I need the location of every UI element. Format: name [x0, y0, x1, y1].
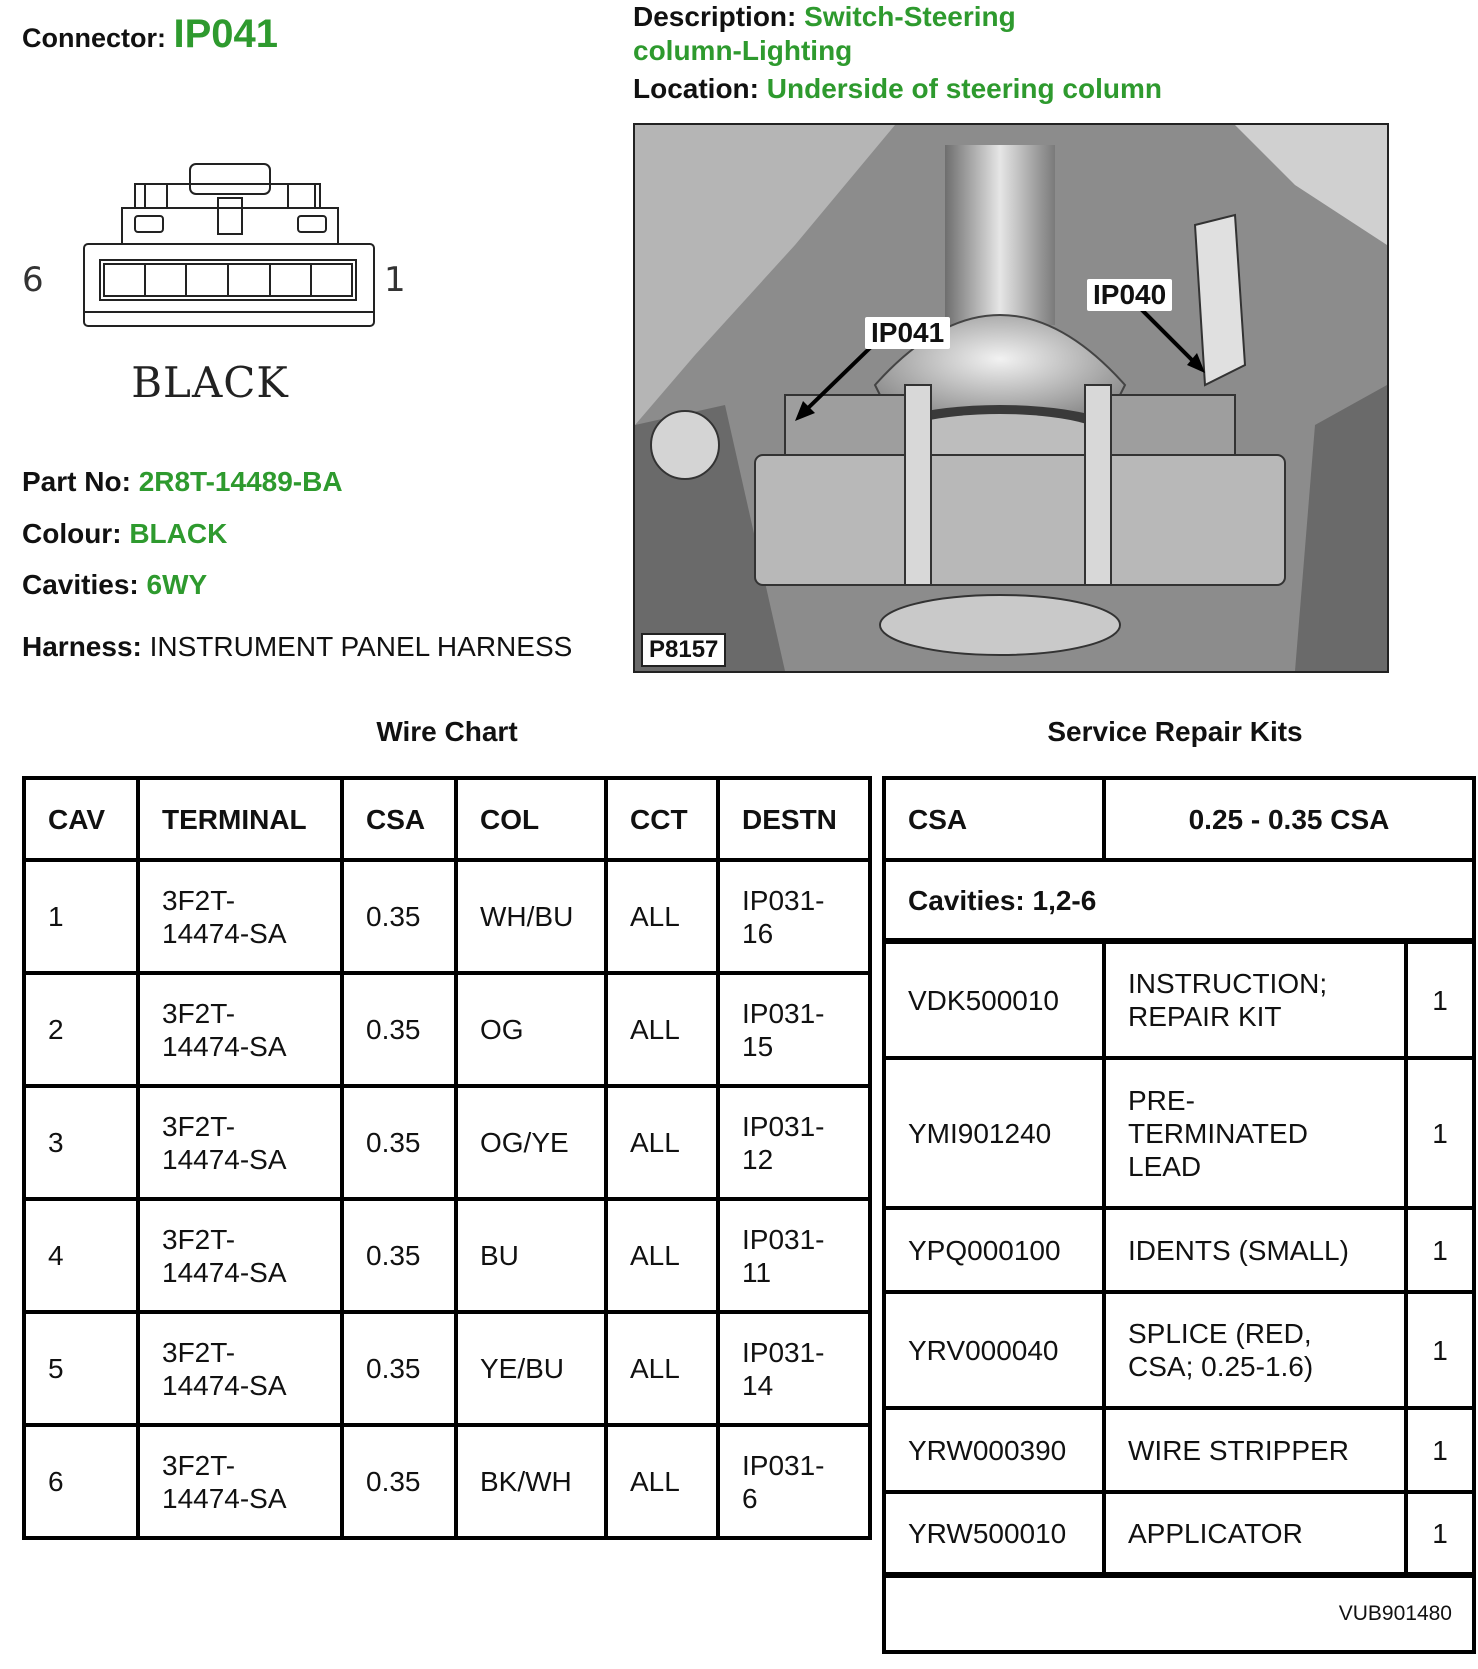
- connector-diagram: [20, 160, 406, 420]
- col-cell: BK/WH: [456, 1425, 606, 1538]
- cav-cell: 5: [24, 1312, 138, 1425]
- description-label: Description:: [633, 1, 797, 32]
- connector-id: IP041: [173, 12, 279, 56]
- cct-cell: ALL: [606, 1425, 718, 1538]
- cav-cell: 6: [24, 1425, 138, 1538]
- kit-qty: 1: [1432, 1517, 1448, 1549]
- kit-qty: 1: [1432, 1234, 1448, 1266]
- table-row: [24, 1086, 870, 1199]
- kit-code: YRW000390: [886, 1410, 1106, 1490]
- csa-cell: 0.35: [342, 860, 456, 973]
- pin-1-label: 1: [384, 260, 406, 300]
- kit-description: INSTRUCTION; REPAIR KIT: [1106, 944, 1408, 1056]
- kit-description: WIRE STRIPPER: [1106, 1410, 1408, 1490]
- part-value: 2R8T-14489-BA: [138, 466, 343, 497]
- terminal-cell: 3F2T- 14474-SA: [138, 973, 342, 1086]
- col-cell: WH/BU: [456, 860, 606, 973]
- header-destn: DESTN: [718, 778, 870, 860]
- terminal-cell: 3F2T- 14474-SA: [138, 1086, 342, 1199]
- list-item: [886, 1294, 1472, 1410]
- location-value: Underside of steering column: [766, 73, 1162, 104]
- col-cell: YE/BU: [456, 1312, 606, 1425]
- cct-cell: ALL: [606, 973, 718, 1086]
- kit-code: YMI901240: [886, 1060, 1106, 1206]
- kit-code: VDK500010: [886, 944, 1106, 1056]
- col-cell: BU: [456, 1199, 606, 1312]
- kits-csa-label: CSA: [886, 780, 1106, 858]
- destn-cell: IP031- 14: [718, 1312, 870, 1425]
- harness-value: INSTRUMENT PANEL HARNESS: [149, 631, 573, 662]
- location: [633, 73, 1162, 105]
- kit-description: IDENTS (SMALL): [1106, 1210, 1408, 1290]
- colour-value: BLACK: [129, 518, 228, 549]
- csa-cell: 0.35: [342, 1312, 456, 1425]
- destn-cell: IP031- 12: [718, 1086, 870, 1199]
- connector-color-text: BLACK: [131, 358, 289, 407]
- kit-description: SPLICE (RED, CSA; 0.25-1.6): [1106, 1294, 1408, 1406]
- table-row: [24, 1199, 870, 1312]
- header-col: COL: [456, 778, 606, 860]
- cct-cell: ALL: [606, 1199, 718, 1312]
- repair-kits-title: Service Repair Kits: [1047, 716, 1303, 747]
- photo-code: P8157: [641, 633, 726, 667]
- destn-cell: IP031- 6: [718, 1425, 870, 1538]
- list-item: [886, 1494, 1472, 1578]
- cct-cell: ALL: [606, 1312, 718, 1425]
- destn-cell: IP031- 11: [718, 1199, 870, 1312]
- wire-chart-title: Wire Chart: [376, 716, 518, 747]
- terminal-cell: 3F2T- 14474-SA: [138, 1425, 342, 1538]
- colour-label: Colour:: [22, 518, 122, 549]
- wire-chart-header-row: [24, 778, 870, 860]
- header-cav: CAV: [24, 778, 138, 860]
- connector-face-icon: [20, 160, 400, 340]
- cav-cell: 4: [24, 1199, 138, 1312]
- kit-code: YRW500010: [886, 1494, 1106, 1572]
- photo-callout-ip040: IP040: [1087, 279, 1172, 311]
- cct-cell: ALL: [606, 860, 718, 973]
- csa-cell: 0.35: [342, 1425, 456, 1538]
- terminal-cell: 3F2T- 14474-SA: [138, 1199, 342, 1312]
- table-row: [24, 973, 870, 1086]
- kits-footer-code: VUB901480: [1338, 1602, 1452, 1625]
- cav-cell: 3: [24, 1086, 138, 1199]
- kit-qty: 1: [1432, 1334, 1448, 1366]
- destn-cell: IP031- 15: [718, 973, 870, 1086]
- photo-callout-ip041: IP041: [865, 317, 950, 349]
- csa-cell: 0.35: [342, 1086, 456, 1199]
- csa-cell: 0.35: [342, 1199, 456, 1312]
- wire-chart-table: [22, 776, 872, 1540]
- kits-csa-row: [886, 780, 1472, 862]
- part-number: [22, 466, 343, 498]
- kits-csa-value: 0.25 - 0.35 CSA: [1188, 803, 1390, 835]
- part-label: Part No:: [22, 466, 131, 497]
- colour: [22, 518, 227, 550]
- table-row: [24, 1312, 870, 1425]
- cct-cell: ALL: [606, 1086, 718, 1199]
- cav-cell: 1: [24, 860, 138, 973]
- kit-description: APPLICATOR: [1106, 1494, 1408, 1572]
- steering-column-illustration: [635, 125, 1387, 671]
- connector-heading: [22, 12, 278, 57]
- col-cell: OG: [456, 973, 606, 1086]
- description-value-line1: Switch-Steering: [804, 1, 1016, 32]
- repair-kits-table: [882, 776, 1476, 1654]
- kit-qty: 1: [1432, 1117, 1448, 1149]
- list-item: [886, 1210, 1472, 1294]
- cavities-label: Cavities:: [22, 569, 139, 600]
- cavities: [22, 569, 207, 601]
- kit-qty: 1: [1432, 1434, 1448, 1466]
- cavities-value: 6WY: [146, 569, 208, 600]
- kit-qty: 1: [1432, 984, 1448, 1016]
- harness-label: Harness:: [22, 631, 142, 662]
- kit-code: YPQ000100: [886, 1210, 1106, 1290]
- table-row: [24, 860, 870, 973]
- list-item: [886, 1410, 1472, 1494]
- kits-cavities-row: [886, 862, 1472, 944]
- kit-description: PRE- TERMINATED LEAD: [1106, 1060, 1408, 1206]
- harness: [22, 631, 572, 663]
- location-label: Location:: [633, 73, 759, 104]
- list-item: [886, 944, 1472, 1060]
- terminal-cell: 3F2T- 14474-SA: [138, 1312, 342, 1425]
- header-terminal: TERMINAL: [138, 778, 342, 860]
- destn-cell: IP031- 16: [718, 860, 870, 973]
- header-csa: CSA: [342, 778, 456, 860]
- list-item: [886, 1060, 1472, 1210]
- pin-6-label: 6: [22, 260, 44, 300]
- kits-cavities-text: Cavities: 1,2-6: [908, 884, 1097, 916]
- kit-code: YRV000040: [886, 1294, 1106, 1406]
- description: [633, 0, 1093, 68]
- table-row: [24, 1425, 870, 1538]
- connector-label: Connector:: [22, 23, 166, 53]
- cav-cell: 2: [24, 973, 138, 1086]
- csa-cell: 0.35: [342, 973, 456, 1086]
- header-cct: CCT: [606, 778, 718, 860]
- col-cell: OG/YE: [456, 1086, 606, 1199]
- description-value-line2: column-Lighting: [633, 35, 853, 66]
- location-photo: [633, 123, 1389, 673]
- terminal-cell: 3F2T- 14474-SA: [138, 860, 342, 973]
